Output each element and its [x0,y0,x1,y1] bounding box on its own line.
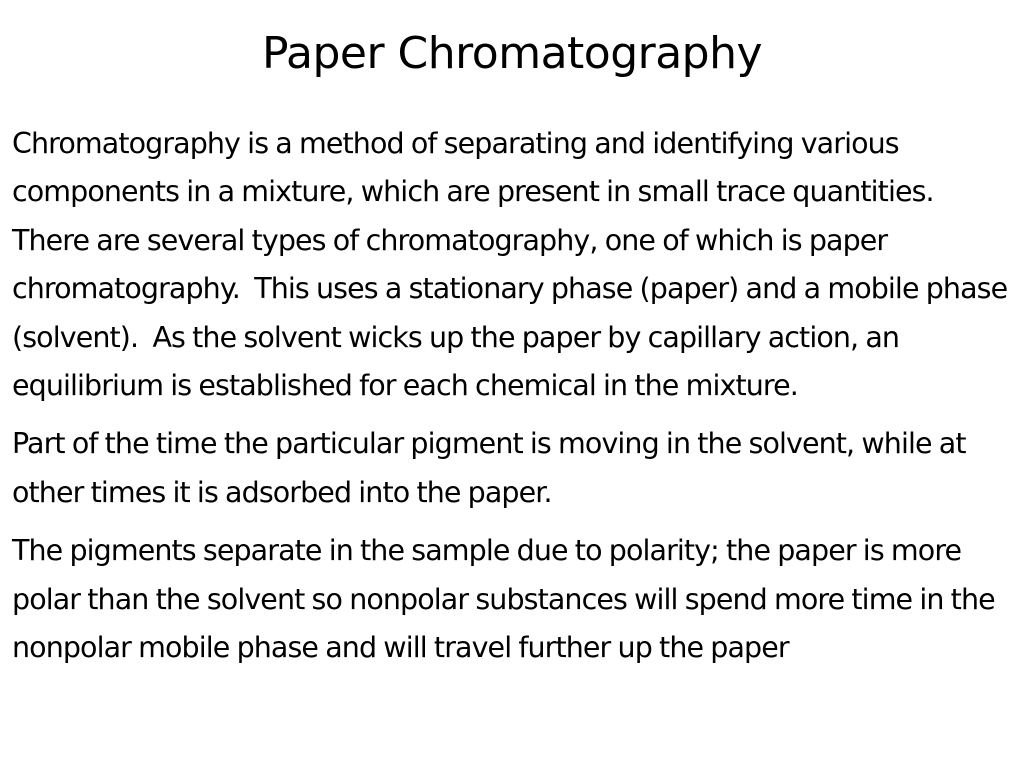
body-paragraph-1: Chromatography is a method of separating and identifying various components in a mixture, which are present in small trace quantities. There are several types of chromatography, one of which is paper chromatography. This uses a stationary phase (paper) and a mobile phase (solvent). As the solvent wicks up the paper by capillary action, an equilibrium is established for each chemical in the mixture. [12,127,1015,403]
body-paragraph-2: Part of the time the particular pigment is moving in the solvent, while at other times it is adsorbed into the paper. [12,427,973,509]
body-paragraph-3: The pigments separate in the sample due to polarity; the paper is more polar than the solvent so nonpolar substances will spend more time in the nonpolar mobile phase and will travel further up the paper [12,534,1002,665]
slide-title: Paper Chromatography [261,28,763,79]
slide-body [12,120,1015,682]
